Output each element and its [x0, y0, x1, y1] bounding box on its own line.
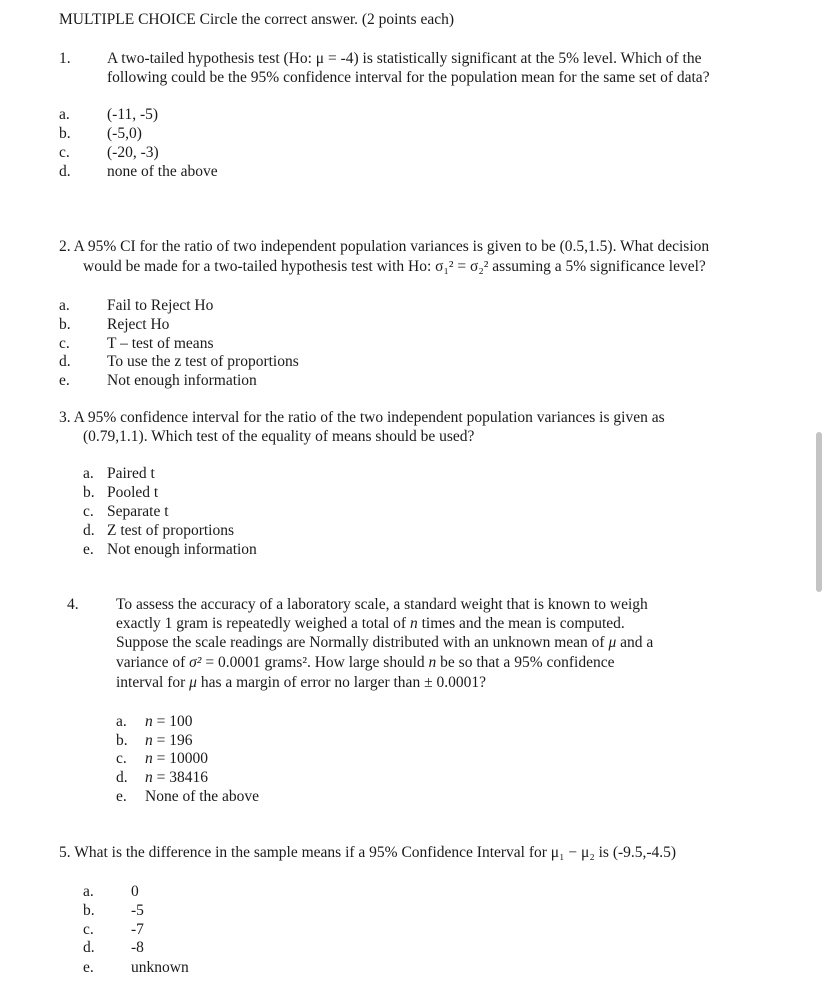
q3-stem-line1: 3. A 95% confidence interval for the ratio of the two independent population variances is given as [59, 409, 665, 426]
q5-letter-c: c. [83, 921, 94, 938]
q1-option-c[interactable]: (-20, -3) [107, 144, 159, 161]
q4-option-d[interactable]: n = 38416 [145, 769, 208, 786]
q2-stem-line2: would be made for a two-tailed hypothesis test with Ho: σ₁² = σ₂² assuming a 5% significance level? [83, 258, 706, 275]
q2-letter-d: d. [59, 353, 71, 370]
var-mu: μ [608, 634, 617, 651]
q3-letter-a: a. [83, 465, 94, 482]
q3-letter-e: e. [83, 541, 94, 558]
q4-stem-line4: variance of σ² = 0.0001 grams². How large should n be so that a 95% confidence [116, 654, 615, 671]
q2-stem-line1: 2. A 95% CI for the ratio of two independent population variances is given to be (0.5,1.5). What decision [59, 238, 710, 255]
q4-letter-d: d. [116, 769, 128, 786]
q3-option-e[interactable]: Not enough information [107, 541, 257, 558]
q3-option-a[interactable]: Paired t [107, 465, 155, 482]
q4-stem-line2: exactly 1 gram is repeatedly weighed a total of n times and the mean is computed. [116, 615, 625, 632]
q3-option-c[interactable]: Separate t [107, 503, 169, 520]
q5-option-a[interactable]: 0 [131, 883, 139, 900]
q2-letter-e: e. [59, 372, 70, 389]
q5-letter-d: d. [83, 939, 95, 956]
q5-option-e[interactable]: unknown [131, 959, 189, 976]
q4-option-a[interactable]: n = 100 [145, 713, 193, 730]
vertical-scrollbar[interactable] [816, 432, 822, 592]
q4-option-b[interactable]: n = 196 [145, 732, 193, 749]
q1-option-d[interactable]: none of the above [107, 163, 218, 180]
q4-letter-b: b. [116, 732, 128, 749]
q3-stem-line2: (0.79,1.1). Which test of the equality of means should be used? [83, 428, 475, 445]
q5-letter-e: e. [83, 959, 94, 976]
q1-letter-c: c. [59, 144, 70, 161]
q2-option-a[interactable]: Fail to Reject Ho [107, 297, 214, 314]
q4-stem-line5: interval for μ has a margin of error no larger than ± 0.0001? [116, 674, 486, 691]
q1-stem-line1: A two-tailed hypothesis test (Ho: μ = -4) is statistically significant at the 5% level. Which of the [107, 50, 702, 67]
q1-stem-line2: following could be the 95% confidence interval for the population mean for the same set of data? [107, 69, 710, 86]
q1-letter-a: a. [59, 106, 70, 123]
q3-letter-d: d. [83, 522, 95, 539]
q1-option-a[interactable]: (-11, -5) [107, 106, 159, 123]
q5-letter-a: a. [83, 883, 94, 900]
q1-option-b[interactable]: (-5,0) [107, 125, 142, 142]
q3-letter-c: c. [83, 503, 94, 520]
q2-letter-b: b. [59, 316, 71, 333]
var-sigma2: σ² [189, 654, 202, 671]
q2-option-b[interactable]: Reject Ho [107, 316, 170, 333]
q5-option-b[interactable]: -5 [131, 902, 144, 919]
q4-option-e[interactable]: None of the above [145, 788, 260, 805]
q4-letter-c: c. [116, 750, 127, 767]
q2-letter-a: a. [59, 297, 70, 314]
var-mu: μ [189, 674, 197, 691]
var-n: n [428, 654, 437, 671]
q4-letter-e: e. [116, 788, 127, 805]
q5-option-d[interactable]: -8 [131, 939, 144, 956]
q3-option-d[interactable]: Z test of proportions [107, 522, 234, 539]
q2-option-d[interactable]: To use the z test of proportions [107, 353, 299, 370]
var-n: n [409, 615, 418, 632]
q1-number: 1. [59, 50, 71, 67]
q4-number: 4. [67, 596, 79, 613]
q2-option-c[interactable]: T – test of means [107, 335, 214, 352]
q1-letter-d: d. [59, 163, 71, 180]
q3-option-b[interactable]: Pooled t [107, 484, 159, 501]
q5-stem: 5. What is the difference in the sample means if a 95% Confidence Interval for μ₁ − μ₂ is (-9.5,-4.5) [59, 844, 677, 861]
q4-letter-a: a. [116, 713, 127, 730]
q5-option-c[interactable]: -7 [131, 921, 144, 938]
q5-letter-b: b. [83, 902, 95, 919]
q4-option-c[interactable]: n = 10000 [145, 750, 208, 767]
page-title: MULTIPLE CHOICE Circle the correct answer. (2 points each) [59, 11, 455, 28]
q4-stem-line1: To assess the accuracy of a laboratory scale, a standard weight that is known to weigh [116, 596, 648, 613]
q1-letter-b: b. [59, 125, 71, 142]
q2-letter-c: c. [59, 335, 70, 352]
q3-letter-b: b. [83, 484, 95, 501]
q4-stem-line3: Suppose the scale readings are Normally distributed with an unknown mean of μ and a [116, 634, 654, 651]
q2-option-e[interactable]: Not enough information [107, 372, 257, 389]
